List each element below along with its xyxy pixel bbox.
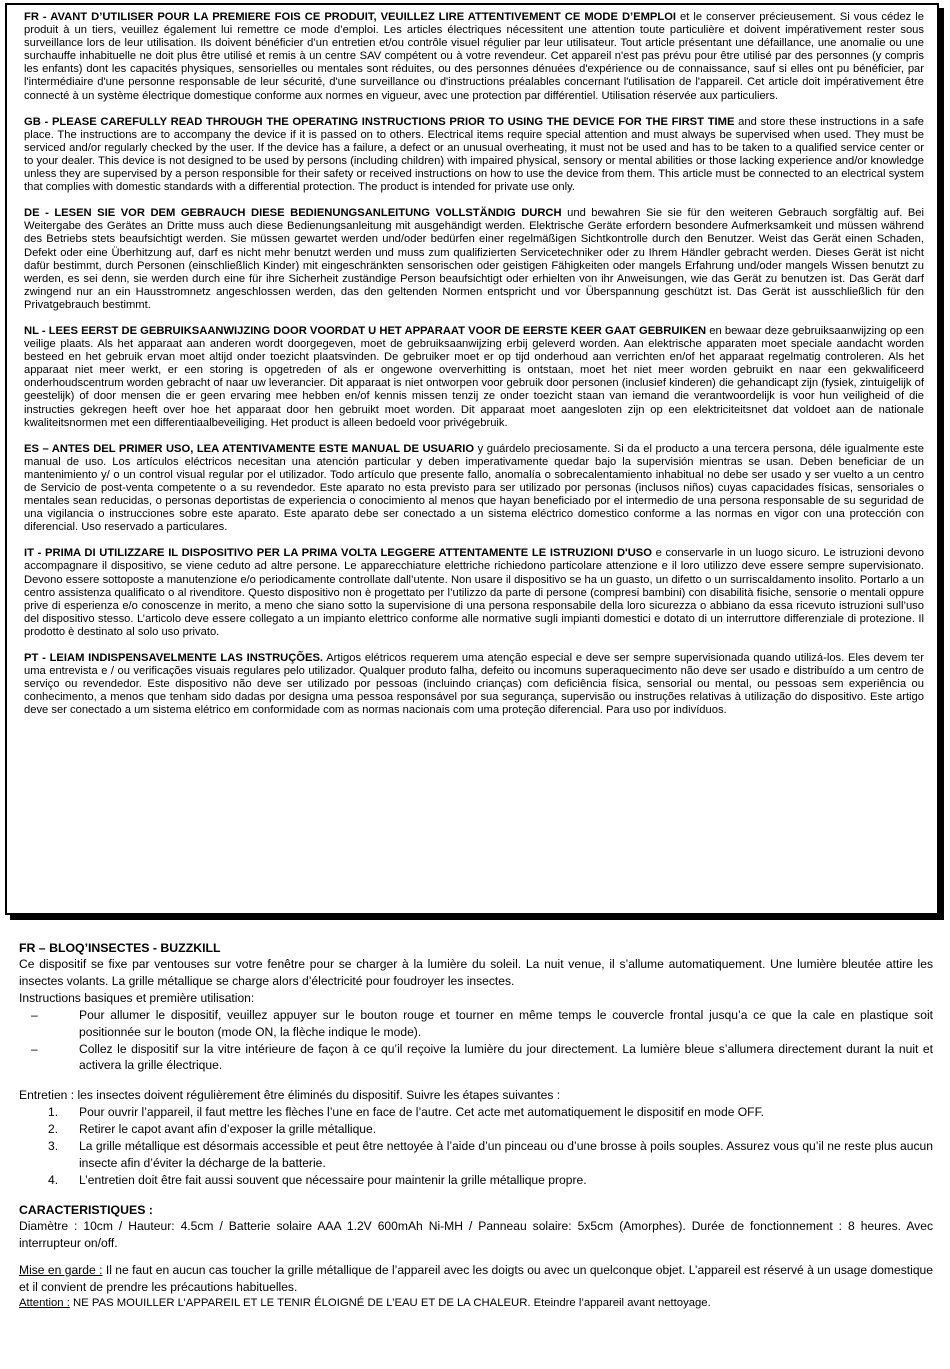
list-item-text: Collez le dispositif sur la vitre intérieure de façon à ce qu’il reçoive la lumière du jour directement. La lumière bleue s’allumera directement durant la nuit et activera la grille électrique. [79,1041,933,1073]
safety-it-heading: IT - PRIMA DI UTILIZZARE IL DISPOSITIVO PER LA PRIMA VOLTA LEGGERE ATTENTAMENTE LE ISTRUZIONI D'USO [24,547,652,560]
list-item-text: Pour allumer le dispositif, veuillez appuyer sur le bouton rouge et tourner en même temps le couvercle frontal jusqu’a ce que la cale en plastique soit positionnée sur le bouton (mode ON, la flèche indique le mode). [79,1007,933,1039]
attention [19,1295,933,1312]
step-number: 1. [48,1105,59,1120]
basic-instructions-label: Instructions basiques et première utilisation: [19,990,255,1005]
warning [19,1262,933,1296]
list-item [19,1104,933,1121]
maintenance-label: Entretien : les insectes doivent régulièrement être éliminés du dispositif. Suivre les étapes suivantes : [19,1088,561,1103]
spacer [19,1252,933,1262]
dash-marker: – [31,1007,38,1022]
safety-de-body: und bewahren Sie sie für den weiteren Gebrauch sorgfältig auf. Bei Weitergabe des Gerätes an Dritte muss auch diese Bedienungsanleitung mit ausgehändigt werden. Elektrische Geräte erfordern besondere Aufmerksamkeit und müssen während des Betriebs stets beaufsichtigt werden. Sie müssen gewartet werden und/oder bedürfen einer regelmäßigen Sichtkontrolle durch den Benutzer. Weist das Gerät einen Schaden, Defekt oder eine Überhitzung auf, darf es nicht mehr benutzt werden und muss zum qualifizierten Servicetechniker oder zu Ihrem Händler gebracht werden. Dieses Gerät ist nicht dafür bestimmt, durch Personen (einschließlich Kinder) mit eingeschränkten sensorischen oder geistigen Fähigkeiten oder mangels Erfahrung und/oder mangels Wissen benutzt zu werden, es sei denn, sie werden durch eine für ihre Sicherheit zuständige Person beaufsichtigt oder erhielten von ihr Anweisungen, wie das Gerät zu benutzen ist. Das Gerät darf zwingend nur an ein Hausstromnetz angeschlossen werden, das den geltenden Normen entspricht und vor Überspannung geschützt ist. Das Gerät ist ausschließlich für den Privatgebrauch bestimmt. [24,207,925,311]
list-item [19,1007,933,1041]
safety-de [24,207,924,312]
spacer [19,1074,933,1087]
attention-text: NE PAS MOUILLER L’APPAREIL ET LE TENIR ÉLOIGNÉ DE L’EAU ET DE LA CHALEUR. Eteindre l’appareil avant nettoyage. [69,1297,711,1310]
product-instructions [19,940,933,1312]
basic-instructions-list [19,1007,933,1075]
safety-pt [24,652,924,717]
specs-title: CARACTERISTIQUES : [19,1202,153,1217]
specs-text: Diamètre : 10cm / Hauteur: 4.5cm / Batterie solaire AAA 1.2V 600mAh Ni-MH / Panneau solaire: 5x5cm (Amorphes). Durée de fonctionnement : 8 heures. Avec interrupteur on/off. [19,1218,933,1250]
safety-nl-body: en bewaar deze gebruiksaanwijzing op een veilige plaats. Als het apparaat aan anderen wordt doorgegeven, moet de gebruiksaanwijzing erbij geleverd worden. Aan elektrische apparaten moet speciale aandacht worden besteed en het gebruik ervan moet altijd onder toezicht plaatsvinden. De gebruiker moet er op tijd onderhoud aan verrichten en/of het apparaat regelmatig controleren. Als het apparaat niet meer werkt, er een storing is opgetreden of als er ongewone oververhitting is ontstaan, moet het niet meer worden gebruikt en naar een gekwalificeerd onderhoudscentrum worden gebracht of naar uw leverancier. Dit apparaat is niet ontworpen voor gebruik door personen (inclusief kinderen) die gehandicapt zijn (fysiek, zintuigelijk of geestelijk) of door mensen die er geen ervaring mee hebben en/of kennis missen tenzij ze onder toezicht staan van iemand die verantwoordelijk is voor hun veiligheid of die instructies gekregen heeft over hoe het apparaat door hen gebruikt moet worden. Dit apparaat moet aangesloten zijn op een elektriciteitsnet dat voldoet aan de nationale kwaliteitsnormen met een differentiaalbeveiliging. Het product is alleen bedoeld voor privégebruik. [24,324,925,429]
dash-marker: – [31,1041,38,1056]
safety-it [24,547,924,639]
spacer [19,1189,933,1202]
product-intro: Ce dispositif se fixe par ventouses sur votre fenêtre pour se charger à la lumière du soleil. La nuit venue, il s’allume automatiquement. Une lumière bleutée attire les insectes volants. La grille métallique se charge alors d’électricité pour foudroyer les insectes. [19,957,933,988]
safety-es-heading: ES – ANTES DEL PRIMER USO, LEA ATENTIVAMENTE ESTE MANUAL DE USUARIO [24,442,475,455]
safety-de-heading: DE - LESEN SIE VOR DEM GEBRAUCH DIESE BEDIENUNGSANLEITUNG VOLLSTÄNDIG DURCH [24,207,562,220]
safety-gb-heading: GB - PLEASE CAREFULLY READ THROUGH THE OPERATING INSTRUCTIONS PRIOR TO USING THE DEVICE FOR THE FIRST TIME [24,115,735,128]
list-item [19,1138,933,1172]
attention-label: Attention : [19,1297,70,1310]
maintenance-steps [19,1104,933,1189]
warning-label: Mise en garde : [19,1262,103,1277]
list-item-text: La grille métallique est désormais accessible et peut être nettoyée à l’aide d’un pinceau ou d’une brosse à poils souples. Assurez vous qu’il ne reste plus aucun insecte afin d’éviter la décharge de la batterie. [79,1139,933,1170]
safety-gb-body: and store these instructions in a safe place. The instructions are to accompany the device if it is passed on to others. Electrical items require special attention and must always be supervised when used. They must be serviced and/or regularly checked by the user. If the device has a failure, a defect or an unusual overheating, it must not be used and has to be taken to a qualified service center or to your dealer. This device is not designed to be used by persons (including children) with impaired physical, sensory or mental abilities or those lacking experience and/or knowledge unless they are supervised by a person responsible for their safety or received instructions on how to use the device from them. This article must be connected to an electrical system that complies with domestic standards with a differential protection. The product is intended for private use only. [24,115,924,194]
safety-fr-body: et le conserver précieusement. Si vous cédez le produit à un tiers, veuillez également lui remettre ce mode d’emploi. Les articles électriques nécessitent une attention toute particulière et doivent impérativement rester sous surveillance lors de leur utilisation. Ils doivent bénéficier d’un entretien et/ou contrôle visuel régulier par leur utilisateur. Tout article présentant une défaillance, une anomalie ou une surchauffe inhabituelle ne doit plus être utilisé et remis à un centre SAV compétent ou à votre revendeur. Cet appareil n'est pas prévu pour être utilisé par des personnes (y compris les enfants) dont les capacités physiques, sensorielles ou mentales sont réduites, ou des personnes dénuées d'expérience ou de connaissance, sauf si elles ont pu bénéficier, par l'intermédiaire d'une personne responsable de leur sécurité, d'une surveillance ou d'instructions préalables concernant l'utilisation de l'appareil. Cet article doit impérativement être connecté à un système électrique domestique conforme aux normes en vigueur, avec une protection par différentiel. Utilisation réservée aux particuliers. [24,11,924,102]
list-item-text: Retirer le capot avant afin d’exposer la grille métallique. [79,1122,377,1137]
step-number: 3. [48,1139,59,1154]
safety-pt-body: Artigos elétricos requerem uma atenção especial e deve ser sempre supervisionada quando utilizá-los. Eles devem ter uma entrevista e / ou verificações visuais regulares pelo utilizador. Qualquer produto falha, defeito ou incomuns superaquecimento não deve ser usado e distribuído a um centro de serviço ou revendedor. Este dispositivo não deve ser utilizado por pessoas (incluindo crianças) com deficiência física, sensorial ou mental, ou pessoas sem experiência ou conhecimento, a menos que tenham sido dadas por designa uma pessoa responsável por sua segurança, supervisão ou instruções relativas à utilização do dispositivo. Este artigo deve ser conectado a um sistema elétrico em conformidade com as normas nacionais com uma proteção diferencial. Para uso por indivíduos. [24,652,924,717]
safety-nl [24,325,924,430]
safety-notices [24,11,924,718]
step-number: 4. [48,1172,59,1187]
list-item-text: L’entretien doit être fait aussi souvent que nécessaire pour maintenir la grille métallique propre. [79,1172,587,1187]
safety-pt-heading: PT - LEIAM INDISPENSAVELMENTE LAS INSTRUÇÕES. [24,652,324,665]
safety-nl-heading: NL - LEES EERST DE GEBRUIKSAANWIJZING DOOR VOORDAT U HET APPARAAT VOOR DE EERSTE KEER GAAT GEBRUIKEN [24,324,707,337]
step-number: 2. [48,1122,59,1137]
list-item [19,1121,933,1138]
warning-text: Il ne faut en aucun cas toucher la grille métallique de l’appareil avec les doigts ou avec un quelconque objet. L’appareil est réservé à un usage domestique et il convient de prendre les précautions habituelles. [19,1262,933,1294]
safety-es-body: y guárdelo preciosamente. Si da el producto a una tercera persona, déle igualmente este manual de uso. Los artículos eléctricos necesitan una atención particular y deben imperativamente quedar bajo la supervisión mientras se usan. Deben beneficiar de un mantenimiento y/ o un control visual regular por el utilizador. Todo artículo que presente fallo, anomalía o sobrecalentamiento inhabitual no debe ser usado y ser vuelto a un centro de Servicio de post-venta competente o a su revendedor. Este aparato no esta previsto para ser utilizado por personas (inclusos niños) cuyas capacidades físicas, sensoriales o mentales sean reducidas, o personas deportistas de experiencia o conocimiento al menos que hayan beneficiado por el intermedio de una persona responsable de su seguridad de una vigilancia o instrucciones sobre este aparato. Este aparato debe ser conectado a un sistema eléctrico domestico conforme a las normas en vigor con una protección con diferencial. Uso reservado a particulares. [24,442,924,534]
product-title: FR – BLOQ’INSECTES - BUZZKILL [19,941,221,955]
safety-es [24,443,924,535]
safety-fr [24,11,924,103]
list-item [19,1172,933,1189]
safety-gb [24,116,924,195]
safety-it-body: e conservarle in un luogo sicuro. Le istruzioni devono accompagnare il dispositivo, se viene ceduto ad altre persone. Le apparecchiature elettriche richiedono particolare attenzione e il loro utilizzo deve essere sempre supervisionato. Devono essere sottoposte a manutenzione e/o periodicamente controllate dall’utente. Non usare il dispositivo se ha un guasto, un difetto o un surriscaldamento insolito. Portarlo a un centro assistenza qualificato o al rivenditore. Questo dispositivo non è progettato per l’utilizzo da parte di persone (compresi bambini) con disabilità fisiche, sensorie o mentali oppure prive di esperienza e/o conoscenze in merito, a meno che siano sotto la supervisione di una persona responsabile della loro sicurezza o abbiano da essa ricevuto istruzioni sull’uso del dispositivo stesso. L’articolo deve essere collegato a un impianto elettrico conforme alle normative sugli impianti domestici e dotato di un interruttore differenziale di protezione. Il prodotto è destinato al solo uso privato. [24,547,924,638]
list-item-text: Pour ouvrir l’appareil, il faut mettre les flèches l’une en face de l’autre. Cet acte met automatiquement le dispositif en mode OFF. [79,1105,764,1120]
safety-fr-heading: FR - AVANT D’UTILISER POUR LA PREMIERE FOIS CE PRODUIT, VEUILLEZ LIRE ATTENTIVEMENT CE MODE D’EMPLOI [24,11,677,23]
safety-box [5,3,939,915]
list-item [19,1041,933,1075]
